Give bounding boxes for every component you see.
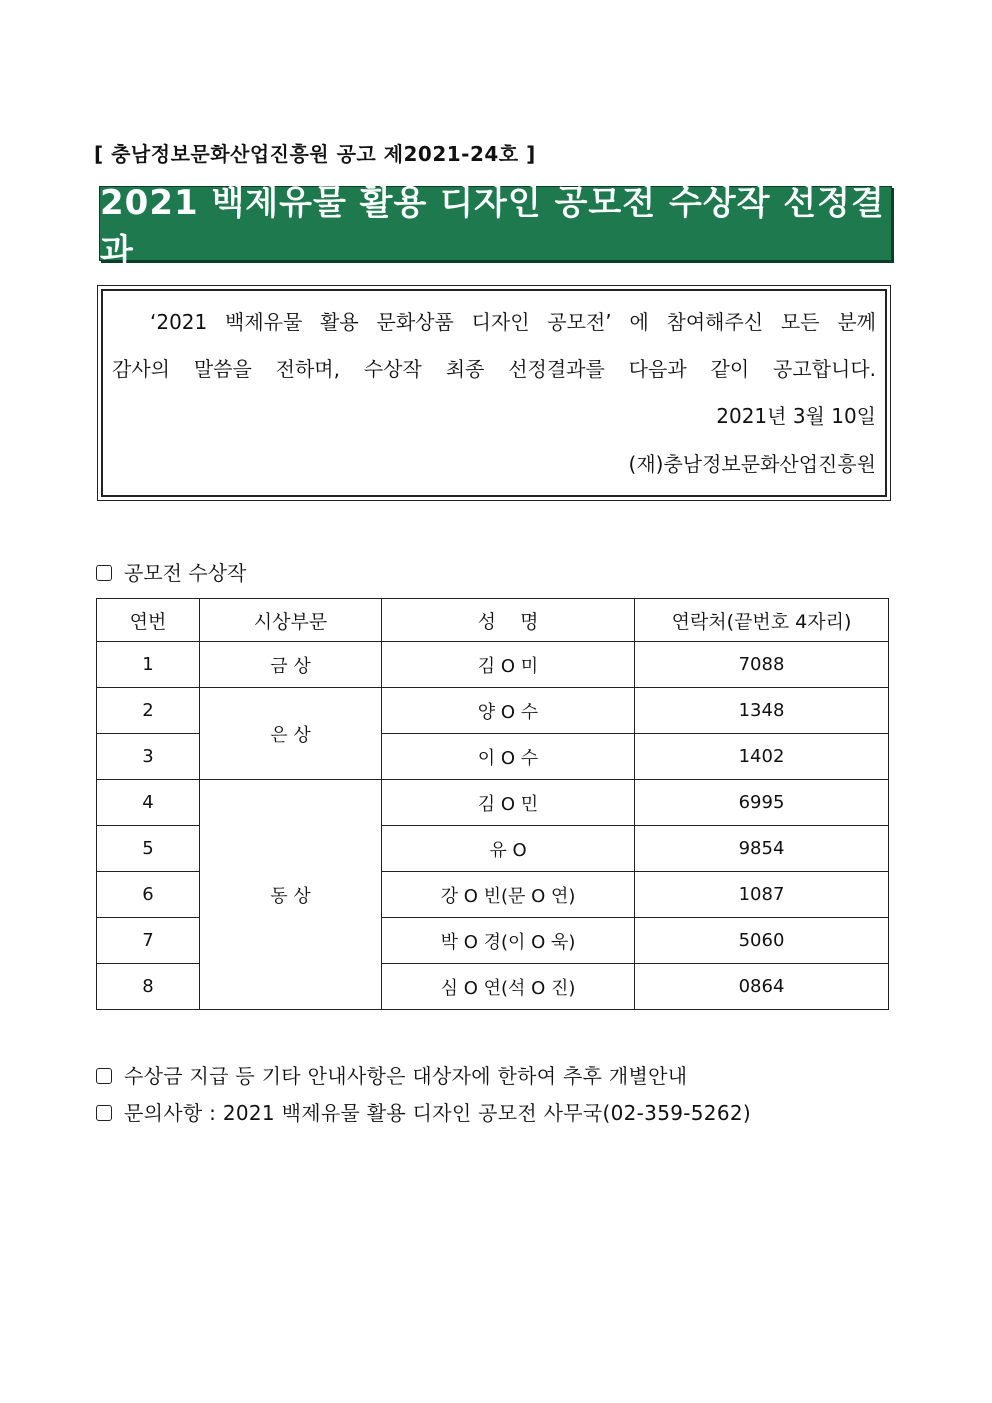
winner-name: 이 O 수 — [382, 734, 635, 780]
winner-contact: 1087 — [635, 872, 889, 918]
prize-note-text: 수상금 지급 등 기타 안내사항은 대상자에 한하여 추후 개별안내 — [124, 1064, 688, 1088]
winner-name: 김 O 민 — [382, 780, 635, 826]
checkbox-square-icon — [96, 1068, 112, 1084]
header-number: 연번 — [97, 599, 200, 642]
organization-name: (재)충남정보문화산업진흥원 — [628, 452, 876, 476]
title-banner — [99, 182, 892, 272]
category-gold: 금 상 — [200, 642, 382, 688]
intro-line-1: ‘2021 백제유물 활용 문화상품 디자인 공모전’ 에 참여해주신 모든 분께 — [150, 310, 876, 334]
header-contact: 연락처(끝번호 4자리) — [635, 599, 889, 642]
winners-table — [96, 598, 889, 1010]
winner-contact: 5060 — [635, 918, 889, 964]
winner-name: 김 O 미 — [382, 642, 635, 688]
winner-contact: 1348 — [635, 688, 889, 734]
category-silver: 은 상 — [200, 688, 382, 780]
row-number: 8 — [97, 964, 200, 1010]
table-row — [97, 780, 889, 826]
winner-name: 심 O 연(석 O 진) — [382, 964, 635, 1010]
page-title: 2021 백제유물 활용 디자인 공모전 수상작 선정결과 — [100, 182, 885, 272]
winners-section-heading — [96, 557, 246, 586]
notice-number: [ 충남정보문화산업진흥원 공고 제2021-24호 ] — [94, 142, 536, 166]
intro-line-2: 감사의 말씀을 전하며, 수상작 최종 선정결과를 다음과 같이 공고합니다. — [112, 357, 876, 381]
table-row — [97, 688, 889, 734]
winner-name: 유 O — [382, 826, 635, 872]
header-category: 시상부문 — [200, 599, 382, 642]
table-header-row — [97, 599, 889, 642]
table-row — [97, 642, 889, 688]
checkbox-square-icon — [96, 565, 112, 581]
winner-contact: 6995 — [635, 780, 889, 826]
winner-name: 강 O 빈(문 O 연) — [382, 872, 635, 918]
row-number: 5 — [97, 826, 200, 872]
checkbox-square-icon — [96, 1105, 112, 1121]
row-number: 6 — [97, 872, 200, 918]
winner-contact: 7088 — [635, 642, 889, 688]
winner-name: 박 O 경(이 O 욱) — [382, 918, 635, 964]
inquiry-note — [96, 1097, 751, 1126]
row-number: 4 — [97, 780, 200, 826]
row-number: 3 — [97, 734, 200, 780]
winners-section-label: 공모전 수상작 — [124, 561, 247, 585]
winner-name: 양 O 수 — [382, 688, 635, 734]
category-bronze: 동 상 — [200, 780, 382, 1010]
row-number: 7 — [97, 918, 200, 964]
winner-contact: 0864 — [635, 964, 889, 1010]
inquiry-note-text: 문의사항 : 2021 백제유물 활용 디자인 공모전 사무국(02-359-5262) — [124, 1101, 751, 1125]
header-name: 성 명 — [382, 599, 635, 642]
row-number: 2 — [97, 688, 200, 734]
winner-contact: 9854 — [635, 826, 889, 872]
announcement-date: 2021년 3월 10일 — [716, 404, 876, 428]
row-number: 1 — [97, 642, 200, 688]
prize-note — [96, 1060, 687, 1089]
intro-box — [97, 285, 891, 501]
winner-contact: 1402 — [635, 734, 889, 780]
